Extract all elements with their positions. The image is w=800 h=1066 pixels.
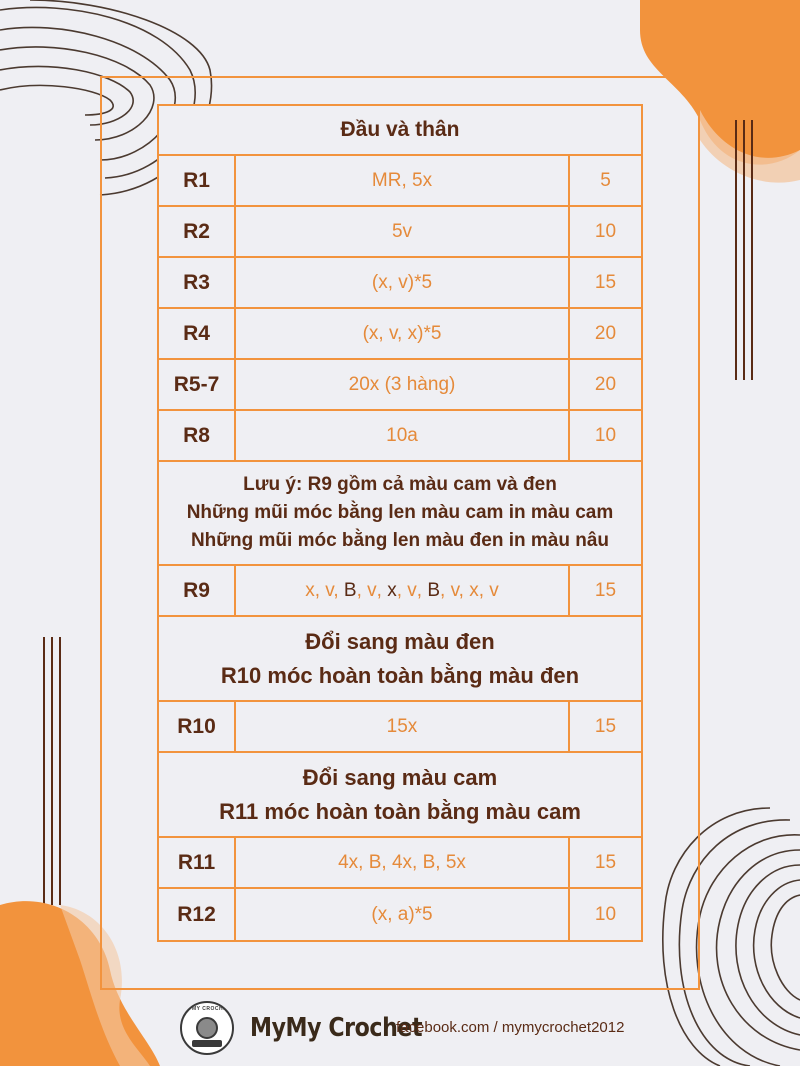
stitch-orange-yarn: v (407, 579, 417, 601)
row-stitches: (x, v)*5 (236, 258, 570, 307)
row-count: 5 (600, 169, 611, 191)
row-count: 15 (594, 851, 617, 873)
stitch-black-yarn: B (427, 579, 441, 601)
table-row (159, 411, 641, 462)
row-count: 20 (594, 373, 617, 395)
table-row (159, 360, 641, 411)
row-count: 15 (594, 271, 617, 293)
yarn-ball-icon (196, 1017, 218, 1039)
row-stitches: MR, 5x (236, 156, 570, 205)
color-change-line: R10 móc hoàn toàn bằng màu đen (220, 662, 580, 688)
row-count: 10 (594, 424, 617, 446)
stitch-orange-yarn: x, v, (305, 579, 344, 601)
row-stitches: 20x (3 hàng) (236, 360, 570, 409)
color-change-line: Đổi sang màu cam (302, 764, 498, 790)
color-change-row (159, 617, 641, 702)
row-label: R12 (159, 889, 236, 940)
row-label: R4 (159, 309, 236, 358)
note-line: Những mũi móc bằng len màu cam in màu cam (186, 502, 614, 523)
stitch-orange-yarn: , v, x, v (440, 579, 499, 601)
stitch-black-yarn: x (387, 579, 397, 601)
row-stitches: 5v (236, 207, 570, 256)
row-count: 15 (594, 715, 617, 737)
stitch-orange-yarn: , (356, 579, 368, 601)
stitch-orange-yarn: , (416, 579, 428, 601)
pattern-table (157, 104, 643, 942)
row-count: 20 (594, 322, 617, 344)
stitch-orange-yarn: v (367, 579, 377, 601)
facebook-link[interactable]: facebook.com / mymycrochet2012 (396, 1019, 625, 1036)
table-title: Đầu và thân (340, 118, 460, 141)
row-count: 10 (594, 903, 617, 925)
stitch-orange-yarn: , (376, 579, 388, 601)
table-row (159, 156, 641, 207)
row-label: R2 (159, 207, 236, 256)
row-label: R10 (159, 702, 236, 751)
row-label: R11 (159, 838, 236, 887)
yarn-ball-logo (180, 1001, 234, 1055)
color-change-line: R11 móc hoàn toàn bằng màu cam (219, 798, 581, 824)
row-count: 15 (594, 579, 617, 601)
row-label: R3 (159, 258, 236, 307)
table-row (159, 309, 641, 360)
color-change-text (159, 753, 641, 836)
note-text (159, 462, 641, 564)
table-row (159, 566, 641, 617)
note-row (159, 462, 641, 566)
table-row (159, 258, 641, 309)
note-line: Những mũi móc bằng len màu đen in màu nâu (190, 530, 610, 551)
row-count: 10 (594, 220, 617, 242)
stitch-black-yarn: B (343, 579, 357, 601)
row-label: R8 (159, 411, 236, 460)
table-row (159, 207, 641, 258)
color-change-row (159, 753, 641, 838)
vertical-lines-left (44, 637, 60, 905)
row-stitches: (x, v, x)*5 (236, 309, 570, 358)
row-label: R9 (159, 566, 236, 615)
table-title-row (159, 106, 641, 156)
stitch-orange-yarn: , (396, 579, 408, 601)
row-stitches: (x, a)*5 (236, 889, 570, 940)
note-line: Lưu ý: R9 gồm cả màu cam và đen (243, 474, 557, 495)
brand-name: MyMy Crochet (250, 1013, 423, 1043)
table-row (159, 838, 641, 889)
row-stitches: 4x, B, 4x, B, 5x (236, 838, 570, 887)
color-change-text (159, 617, 641, 700)
logo-base (192, 1040, 222, 1047)
row-stitches: 10a (236, 411, 570, 460)
table-row (159, 889, 641, 940)
color-change-line: Đổi sang màu đen (305, 628, 495, 654)
row-stitches: 15x (236, 702, 570, 751)
row-label: R1 (159, 156, 236, 205)
logo-text: MYMY CROCHET (183, 1006, 231, 1012)
row-stitches-mixed (236, 566, 570, 615)
table-row (159, 702, 641, 753)
row-label: R5-7 (159, 360, 236, 409)
